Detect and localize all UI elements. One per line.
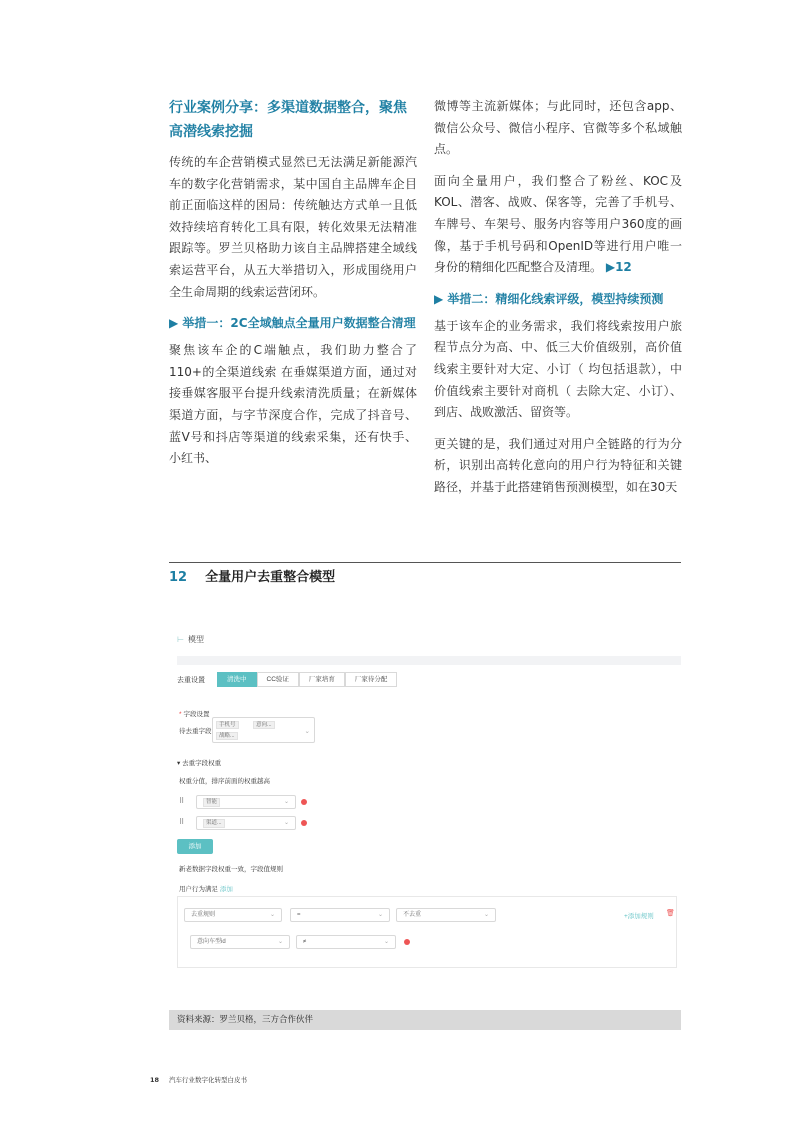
weight-section-text: 去重字段权重 (182, 760, 222, 767)
chevron-down-icon: ⌄ (304, 728, 310, 735)
dedupe-tab-row (177, 672, 397, 687)
chevron-down-icon: ⌄ (283, 799, 289, 805)
weight-hint: 权重分值，排序前面的权重越高 (179, 778, 270, 785)
nested-field-value: 意向车型id (197, 939, 226, 945)
nested-operator-value: ≠ (303, 939, 307, 945)
paragraph-prediction: 更关键的是，我们通过对用户全链路的行为分析，识别出高转化意向的用户行为特征和关键路径，并基于此搭建销售预测模型，如在30天 (434, 436, 682, 494)
source-note: 资料来源：罗兰贝格，三方合作伙伴 (169, 1010, 681, 1030)
weight-tag-1: 智能 (203, 798, 220, 807)
rule-field-select[interactable] (184, 908, 282, 922)
field-settings-label (179, 709, 210, 718)
footer-title: 汽车行业数字化转型白皮书 (169, 1076, 248, 1084)
rule-operator-select[interactable] (290, 908, 390, 922)
weight-select-2[interactable] (196, 816, 296, 830)
chevron-down-icon: ⌄ (483, 912, 489, 918)
weight-select-1[interactable] (196, 795, 296, 809)
tab-cleaning[interactable]: 清洗中 (217, 672, 257, 687)
paragraph-channels: 聚焦该车企的C端触点，我们助力整合了110+的全渠道线索 在垂媒渠道方面，通过对接垂媒客服平台提升线索清洗质量；在新媒体渠道方面，与字节深度合作，完成了抖音号、蓝V号和抖店等渠道的线索采集，还有快手、小红书、 (169, 343, 417, 466)
tab-cc-verify[interactable]: CC验证 (257, 672, 299, 687)
measure-two-heading: ▶ 举措二：精细化线索评级，模型持续预测 (434, 291, 664, 306)
trash-icon[interactable]: 🗑 (666, 910, 675, 917)
rule-container (177, 896, 677, 968)
paragraph-grading: 基于该车企的业务需求，我们将线索按用户旅程节点分为高、中、低三大价值级别，高价值线索主要针对大定、小订（ 均包括退款），中价值线索主要针对商机（ 去除大定、小订）、到店、战败激活、留资等。 (434, 318, 682, 420)
model-screenshot (169, 620, 681, 990)
drag-handle-icon[interactable]: ⠿ (179, 798, 184, 805)
measure-one-heading: ▶ 举措一：2C全域触点全量用户数据整合清理 (169, 316, 416, 331)
rule-value-value: 不去重 (403, 912, 422, 918)
behavior-label: 用户行为满足 (179, 886, 218, 893)
dedupe-label: 去重设置 (177, 676, 205, 684)
add-rule-link[interactable]: +添加规则 (624, 913, 654, 920)
page-footer (150, 1075, 247, 1084)
rule-operator-value: = (297, 912, 301, 918)
rule-value-select[interactable] (396, 908, 496, 922)
remove-icon[interactable] (301, 820, 307, 826)
paragraph-users (434, 171, 682, 279)
case-heading: 行业案例分享：多渠道数据整合，聚焦高潜线索挖掘 (169, 100, 407, 140)
screenshot-header-label: 模型 (187, 635, 204, 644)
chevron-down-icon: ⌄ (269, 912, 275, 918)
rule-note: 新老数据字段权重一致，字段值规则 (179, 866, 283, 873)
chevron-down-icon: ⌄ (277, 939, 283, 945)
chevron-down-icon: ⌄ (377, 912, 383, 918)
screenshot-header (177, 634, 204, 645)
tab-factory-nurture[interactable]: 厂家培育 (299, 672, 345, 687)
remove-icon[interactable] (404, 939, 410, 945)
screenshot-toolbar (177, 656, 681, 665)
paragraph-media: 微博等主流新媒体；与此同时，还包含app、微信公众号、微信小程序、官微等多个私域触点。 (434, 99, 682, 157)
chevron-down-icon: ⌄ (383, 939, 389, 945)
remove-icon[interactable] (301, 799, 307, 805)
field-tag-intent[interactable]: 意向... (253, 721, 275, 729)
field-tag-phone[interactable]: 手机号 (216, 721, 239, 729)
right-column (434, 96, 682, 509)
field-settings-text: 字段设置 (183, 711, 210, 718)
behavior-row (179, 884, 233, 893)
dedupe-field-label: 待去重字段 (179, 728, 212, 735)
behavior-add-link[interactable]: 添加 (219, 886, 233, 893)
rule-field-value: 去重规则 (191, 912, 216, 918)
add-weight-button[interactable]: 添加 (177, 839, 213, 854)
field-tag-strategy[interactable]: 战略... (216, 732, 238, 740)
weight-tag-2: 渠道... (203, 819, 225, 828)
figure-reference: ▶12 (605, 260, 632, 275)
paragraph-intro: 传统的车企营销模式显然已无法满足新能源汽车的数字化营销需求，某中国自主品牌车企目前正面临这样的困局：传统触达方式单一且低效持续培育转化工具有限，转化效果无法精准跟踪等。罗兰贝格助力该自主品牌搭建全域线索运营平台，从五大举措切入，形成围绕用户全生命周期的线索运营闭环。 (169, 155, 417, 299)
drag-handle-icon[interactable]: ⠿ (179, 819, 184, 826)
figure-title (169, 569, 335, 587)
weight-section-label: ▾ 去重字段权重 (177, 760, 222, 767)
paragraph-users-text: 面向全量用户，我们整合了粉丝、KOC及KOL、潜客、战败、保客等，完善了手机号、车牌号、车架号、服务内容等用户360度的画像，基于手机号码和OpenID等进行用户唯一身份的精细化匹配整合及清理。 (434, 173, 682, 275)
nested-field-select[interactable] (190, 935, 290, 949)
figure-title-text: 全量用户去重整合模型 (205, 570, 336, 585)
figure-number: 12 (169, 570, 188, 585)
model-icon: ⊢ (177, 635, 184, 644)
nested-operator-select[interactable] (296, 935, 396, 949)
page-number: 18 (150, 1076, 160, 1084)
left-column (169, 96, 417, 480)
chevron-down-icon: ⌄ (283, 820, 289, 826)
dedupe-field-select[interactable] (212, 717, 315, 743)
tab-factory-assign[interactable]: 厂家待分配 (345, 672, 398, 687)
figure-divider (169, 562, 681, 563)
